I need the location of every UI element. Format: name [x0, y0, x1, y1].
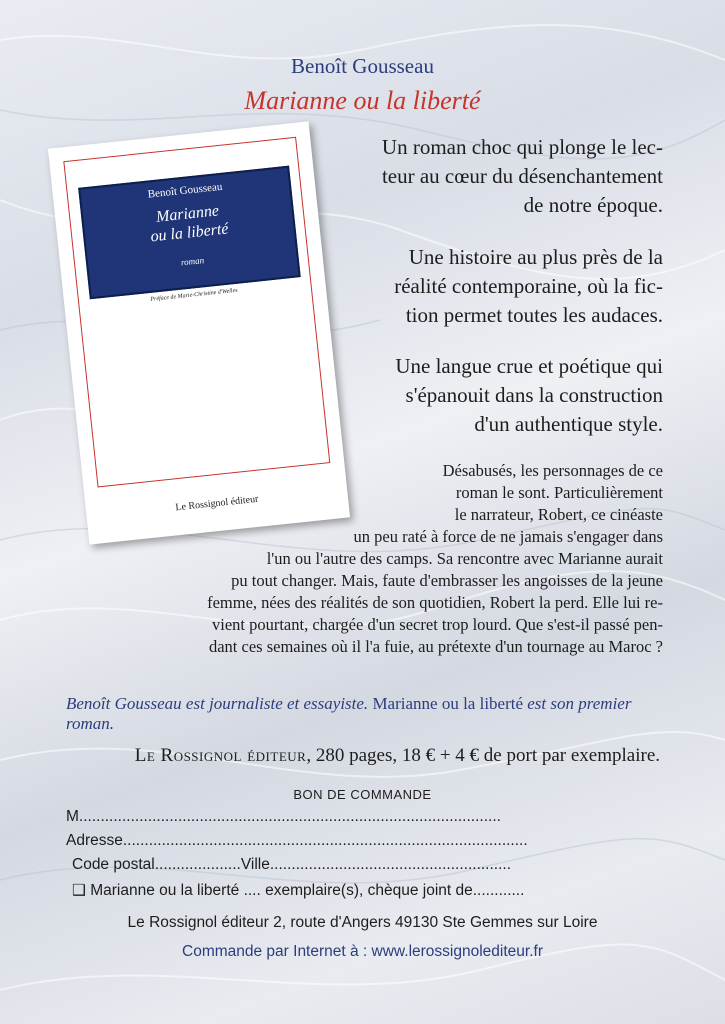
- synopsis-line: pu tout changer. Mais, faute d'embrasser les angoisses de la jeune: [231, 571, 663, 590]
- blurb-1-line: de notre époque.: [523, 193, 663, 217]
- blurb-1-line: teur au cœur du désenchantement: [381, 164, 663, 188]
- blurb-3-line: Une langue crue et poétique qui: [395, 354, 663, 378]
- blurb-3-line: s'épanouit dans la construction: [405, 383, 663, 407]
- publisher-brand: Le Rossignol éditeur: [134, 745, 307, 766]
- book-cover-publisher: Le Rossignol éditeur: [174, 493, 259, 514]
- book-cover-preface: Préface de Marie-Christine d'Welles: [150, 287, 238, 303]
- order-item-checkbox-line[interactable]: ❑ Marianne ou la liberté .... exemplaire(s), chèque joint de............: [72, 882, 525, 899]
- publisher-details: [80, 745, 660, 767]
- blurb-3-line: d'un authentique style.: [474, 412, 663, 436]
- book-cover-genre: roman: [180, 255, 205, 268]
- order-form-title: BON DE COMMANDE: [293, 787, 432, 802]
- publisher-pricing: , 280 pages, 18 € + 4 € de port par exemplaire.: [306, 745, 660, 766]
- blurb-2-line: tion permet toutes les audaces.: [405, 303, 663, 327]
- blurb-2-line: Une histoire au plus près de la: [408, 245, 663, 269]
- book-cover-title-line2: ou la liberté: [149, 220, 230, 246]
- synopsis-line: dant ces semaines où il l'a fuie, au prétexte d'un tournage au Maroc ?: [208, 637, 663, 656]
- publisher-address: Le Rossignol éditeur 2, route d'Angers 49130 Ste Gemmes sur Loire: [127, 914, 598, 931]
- internet-order-link[interactable]: Commande par Internet à : www.lerossignolediteur.fr: [182, 943, 543, 960]
- book-cover-title-line1: Marianne: [155, 202, 220, 226]
- synopsis-line: Désabusés, les personnages de ce: [442, 461, 663, 480]
- synopsis-line: femme, nées des réalités de son quotidien, Robert la perd. Elle lui re-: [207, 593, 663, 612]
- blurb-2: [303, 243, 663, 330]
- author-bio-part3: est son premier roman.: [66, 694, 632, 733]
- book-cover-author: Benoît Gousseau: [147, 180, 223, 201]
- synopsis-line: l'un ou l'autre des camps. Sa rencontre avec Marianne aurait: [266, 549, 663, 568]
- blurb-1: [303, 133, 663, 220]
- blurb-1-line: Un roman choc qui plonge le lec-: [381, 135, 663, 159]
- synopsis: [0, 460, 725, 700]
- order-name-field[interactable]: M..................................................................................................: [66, 808, 501, 825]
- synopsis-line: un peu raté à force de ne jamais s'engager dans: [353, 527, 663, 546]
- synopsis-line: vient pourtant, chargée d'un secret trop lourd. Que s'est-il passé pen-: [211, 615, 663, 634]
- blurb-3: [303, 352, 663, 439]
- book-title: Marianne ou la liberté: [244, 86, 481, 115]
- order-address-field[interactable]: Adresse..............................................................................................: [66, 832, 528, 849]
- author-bio-part1: Benoît Gousseau est journaliste et essayiste.: [66, 694, 369, 713]
- book-cover-title-box: [78, 166, 301, 300]
- synopsis-line: roman le sont. Particulièrement: [455, 483, 663, 502]
- author-bio-book-title: Marianne ou la liberté: [372, 694, 524, 713]
- blurb-2-line: réalité contemporaine, où la fic-: [394, 274, 663, 298]
- author-bio: [66, 694, 666, 734]
- author-name: Benoît Gousseau: [291, 54, 434, 78]
- synopsis-line: le narrateur, Robert, ce cinéaste: [454, 505, 663, 524]
- order-postal-field[interactable]: Code postal....................Ville........................................................: [72, 856, 512, 873]
